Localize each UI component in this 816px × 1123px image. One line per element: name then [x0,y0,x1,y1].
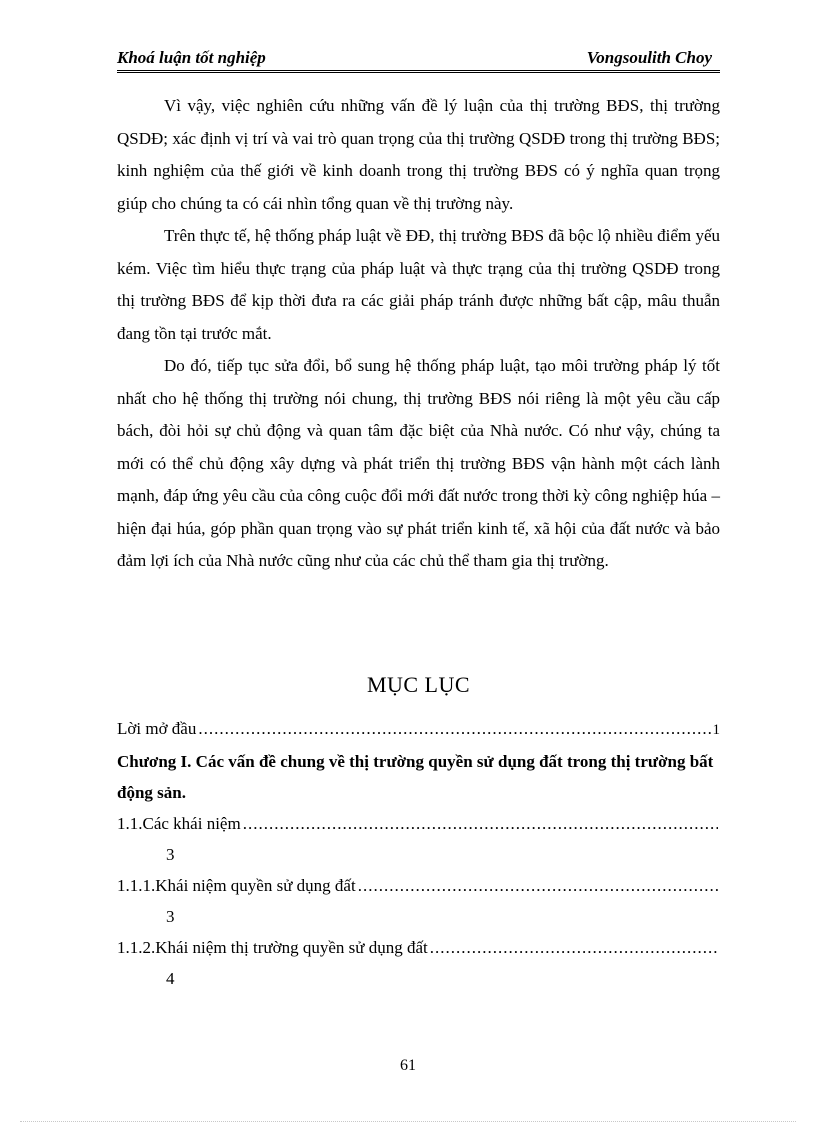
table-of-contents [117,713,720,994]
toc-leader-dots [198,713,710,744]
toc-entry-label: Khái niệm quyền sử dụng đất [155,876,356,895]
body-text [117,90,720,578]
toc-entry-page: 1 [712,722,720,738]
toc-leader-dots [243,808,718,839]
toc-entry-page: 3 [166,907,175,926]
toc-entry-page: 4 [166,969,175,988]
toc-leader-dots [358,870,718,901]
page-number: 61 [400,1057,416,1074]
toc-entry-page: 3 [166,845,175,864]
toc-entry[interactable] [117,932,720,963]
toc-chapter-1[interactable]: Chương I. Các vấn đề chung về thị trường quyền sử dụng đất trong thị trường bất động sản. [117,752,714,802]
header-author: Vongsoulith Choy [586,48,712,67]
toc-entry-label: Các khái niệm [142,814,241,833]
toc-entry[interactable] [117,870,720,901]
toc-entry[interactable] [117,808,720,839]
paragraph: Trên thực tế, hệ thống pháp luật về ĐĐ, thị trường BĐS đã bộc lộ nhiều điểm yếu kém. Việc tìm hiểu thực trạng của pháp luật và thực trạng của thị trường QSDĐ trong thị trường BĐS để kịp thời đưa ra các giải pháp tránh được những bất cập, mâu thuẫn đang tồn tại trước mắt. [117,226,720,343]
toc-leader-dots [430,932,718,963]
toc-entry-number: 1.1.2. [117,938,156,957]
toc-entry-number: 1.1.1. [117,876,156,895]
header-title: Khoá luận tốt nghiệp [117,48,266,67]
paragraph: Vì vậy, việc nghiên cứu những vấn đề lý luận của thị trường BĐS, thị trường QSDĐ; xác định vị trí và vai trò quan trọng của thị trường QSDĐ trong thị trường BĐS; kinh nghiệm của thế giới về kinh doanh trong thị trường BĐS có ý nghĩa quan trọng giúp cho chúng ta có cái nhìn tổng quan về thị trường này. [117,96,720,213]
page-bottom-divider [20,1121,796,1122]
header-double-rule [117,72,720,73]
toc-entry-label: Khái niệm thị trường quyền sử dụng đất [155,938,428,957]
toc-entry-intro[interactable] [117,713,720,746]
toc-entry-label: Lời mở đầu [117,719,197,738]
toc-title: MỤC LỤC [366,672,471,697]
page-header [117,46,720,71]
toc-entry-number: 1.1. [117,814,143,833]
paragraph: Do đó, tiếp tục sửa đổi, bổ sung hệ thống pháp luật, tạo môi trường pháp lý tốt nhất cho hệ thống thị trường nói chung, thị trường BĐS nói riêng là một yêu cầu cấp bách, đòi hỏi sự chủ động và quan tâm đặc biệt của Nhà nước. Có như vậy, chúng ta mới có thể chủ động xây dựng và phát triển thị trường BĐS vận hành một cách lành mạnh, đáp ứng yêu cầu của công cuộc đổi mới đất nước trong thời kỳ công nghiệp húa – hiện đại húa, góp phần quan trọng vào sự phát triển kinh tế, xã hội của đất nước và bảo đảm lợi ích của Nhà nước cũng như của các chủ thể tham gia thị trường. [117,356,720,570]
